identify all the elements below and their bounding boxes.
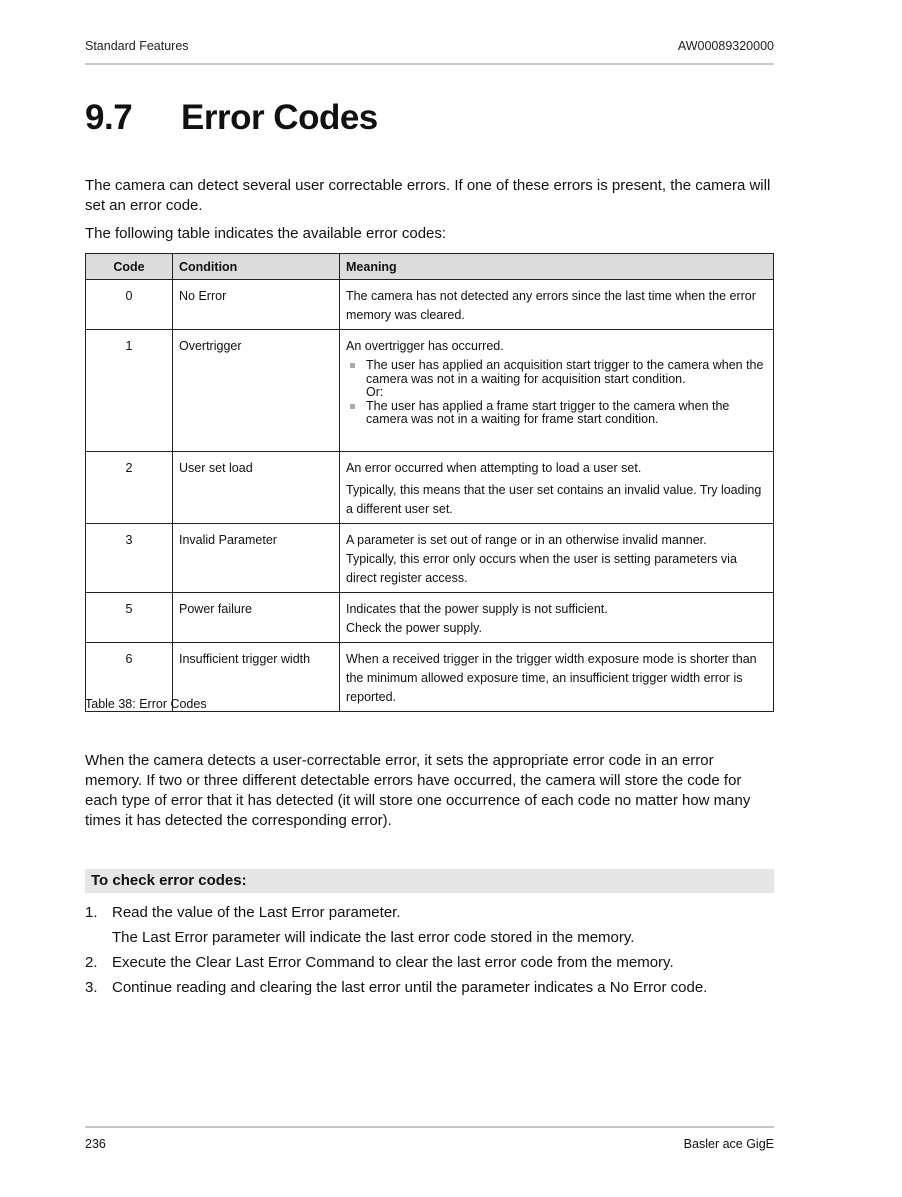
- header-section-name: Standard Features: [85, 39, 189, 53]
- cell-code: 1: [86, 330, 173, 452]
- procedure-step: [85, 903, 774, 948]
- cell-meaning: [340, 643, 774, 712]
- bullet-item: [346, 359, 767, 386]
- procedure-step: [85, 953, 774, 973]
- cell-meaning: [340, 330, 774, 452]
- step-text: Execute the Clear Last Error Command to clear the last error code from the memory.: [112, 954, 674, 971]
- meaning-text: When a received trigger in the trigger width exposure mode is shorter than the minimum allowed exposure time, an insufficient trigger width error is reported.: [346, 652, 757, 704]
- column-header-code: Code: [86, 254, 173, 280]
- cell-meaning: [340, 452, 774, 524]
- page-number: 236: [85, 1137, 106, 1151]
- meaning-text: Check the power supply.: [346, 621, 482, 635]
- cell-meaning: [340, 524, 774, 593]
- square-bullet-icon: [350, 363, 355, 368]
- step-subtext: The Last Error parameter will indicate the last error code stored in the memory.: [112, 929, 635, 946]
- step-number: 1.: [85, 904, 98, 921]
- footer-divider: [85, 1126, 774, 1128]
- bullet-text: The user has applied a frame start trigger to the camera when the camera was not in a waiting for frame start condition.: [366, 398, 730, 426]
- meaning-text: An error occurred when attempting to load a user set.: [346, 461, 642, 475]
- meaning-text: An overtrigger has occurred.: [346, 339, 504, 353]
- procedure-steps: [85, 903, 774, 1003]
- procedure-step: [85, 978, 774, 998]
- column-header-meaning: Meaning: [340, 254, 774, 280]
- cell-code: 0: [86, 280, 173, 330]
- table-row: [86, 452, 774, 524]
- table-caption: Table 38: Error Codes: [85, 697, 207, 711]
- table-intro-paragraph: The following table indicates the available error codes:: [85, 225, 447, 242]
- intro-paragraph: The camera can detect several user correctable errors. If one of these errors is present, the camera will set an error code.: [85, 177, 771, 214]
- column-header-condition: Condition: [173, 254, 340, 280]
- table-row: [86, 280, 774, 330]
- cell-condition: No Error: [173, 280, 340, 330]
- step-number: 2.: [85, 954, 98, 971]
- error-codes-table: [85, 253, 774, 712]
- cell-condition: User set load: [173, 452, 340, 524]
- cell-condition: Insufficient trigger width: [173, 643, 340, 712]
- meaning-text: A parameter is set out of range or in an otherwise invalid manner.: [346, 533, 707, 547]
- header-document-id: AW00089320000: [677, 39, 774, 53]
- or-text: Or:: [366, 385, 384, 399]
- cell-meaning: [340, 280, 774, 330]
- table-header-row: [86, 254, 774, 280]
- square-bullet-icon: [350, 404, 355, 409]
- cell-condition: Invalid Parameter: [173, 524, 340, 593]
- section-title: [85, 96, 378, 140]
- cell-code: 3: [86, 524, 173, 593]
- table-row: [86, 593, 774, 643]
- meaning-text: Indicates that the power supply is not sufficient.: [346, 602, 608, 616]
- table-row: [86, 330, 774, 452]
- cell-code: 5: [86, 593, 173, 643]
- step-text: Continue reading and clearing the last error until the parameter indicates a No Error code.: [112, 979, 708, 996]
- section-title-text: Error Codes: [181, 98, 378, 137]
- product-name: Basler ace GigE: [683, 1137, 774, 1151]
- step-text: Read the value of the Last Error parameter.: [112, 904, 401, 921]
- cell-code: 6: [86, 643, 173, 712]
- bullet-list: [346, 359, 767, 386]
- meaning-text: Typically, this error only occurs when the user is setting parameters via direct register access.: [346, 552, 737, 585]
- error-memory-paragraph: When the camera detects a user-correctable error, it sets the appropriate error code in an error memory. If two or three different detectable errors have occurred, the camera will store the code for each type of error that it has detected (it will store one occurrence of each code no matter how many times it has detected the corresponding error).: [85, 752, 751, 829]
- table-row: [86, 524, 774, 593]
- bullet-text: The user has applied an acquisition start trigger to the camera when the camera was not in a waiting for acquisition start condition.: [366, 358, 764, 386]
- cell-condition: Overtrigger: [173, 330, 340, 452]
- bullet-list: [346, 400, 767, 427]
- meaning-text: The camera has not detected any errors since the last time when the error memory was cleared.: [346, 289, 756, 322]
- procedure-heading: To check error codes:: [85, 869, 774, 893]
- section-number: 9.7: [85, 98, 133, 137]
- cell-condition: Power failure: [173, 593, 340, 643]
- cell-meaning: [340, 593, 774, 643]
- step-number: 3.: [85, 979, 98, 996]
- header-divider: [85, 63, 774, 65]
- meaning-text: Typically, this means that the user set contains an invalid value. Try loading a different user set.: [346, 483, 762, 516]
- cell-code: 2: [86, 452, 173, 524]
- bullet-item: [346, 400, 767, 427]
